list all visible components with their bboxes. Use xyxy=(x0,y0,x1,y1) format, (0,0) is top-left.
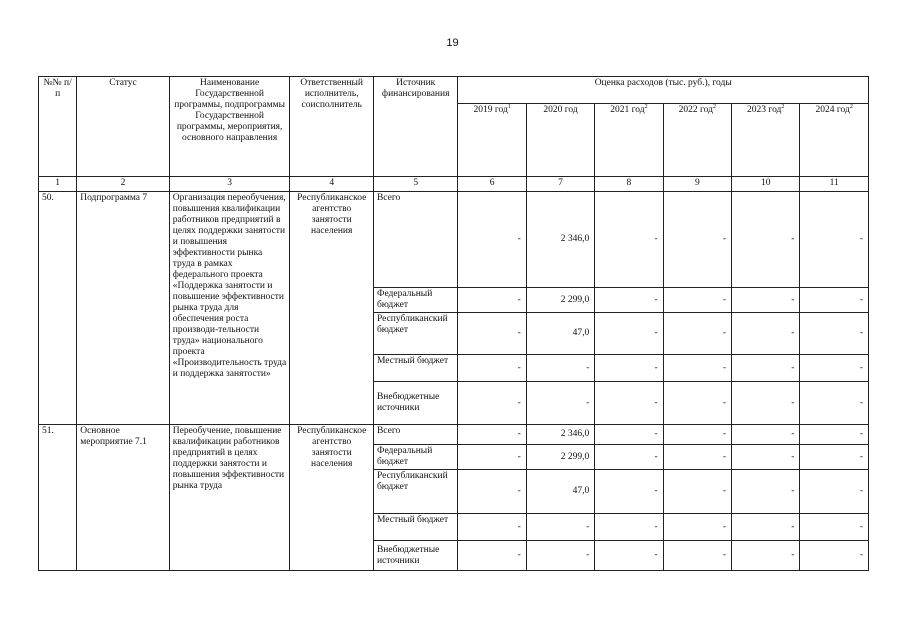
value-cell: 2 299,0 xyxy=(526,445,594,470)
column-number: 7 xyxy=(526,177,594,192)
source-label: Внебюджетные источники xyxy=(373,382,458,425)
value-cell: - xyxy=(458,313,526,355)
header-col-executor: Ответственный исполнитель, соисполнитель xyxy=(290,77,373,177)
source-label: Республиканский бюджет xyxy=(373,313,458,355)
header-year: 2021 год$^2$ xyxy=(595,104,663,177)
value-cell: - xyxy=(595,514,663,541)
value-cell: - xyxy=(663,445,731,470)
value-cell: - xyxy=(800,192,869,288)
header-year: 2024 год$^2$ xyxy=(800,104,869,177)
column-number: 6 xyxy=(458,177,526,192)
value-cell: - xyxy=(458,445,526,470)
value-cell: - xyxy=(595,470,663,514)
row-status: Основное мероприятие 7.1 xyxy=(77,425,170,571)
value-cell: - xyxy=(458,288,526,313)
value-cell: - xyxy=(458,192,526,288)
row-name: Переобучение, повышение квалификации работников предприятий в целях поддержки занятости и повышения эффективности рынка труда xyxy=(169,425,290,571)
value-cell: 2 346,0 xyxy=(526,192,594,288)
row-executor: Республиканское агентство занятости населения xyxy=(290,192,373,425)
value-cell: - xyxy=(663,288,731,313)
value-cell: - xyxy=(663,355,731,382)
value-cell: - xyxy=(732,514,800,541)
value-cell: - xyxy=(732,425,800,445)
column-number: 1 xyxy=(39,177,77,192)
row-status: Подпрограмма 7 xyxy=(77,192,170,425)
header-col-costs: Оценка расходов (тыс. руб.), годы xyxy=(458,77,869,104)
row-executor: Республиканское агентство занятости населения xyxy=(290,425,373,571)
value-cell: - xyxy=(595,192,663,288)
row-number: 50. xyxy=(39,192,77,425)
row-number: 51. xyxy=(39,425,77,571)
value-cell: - xyxy=(595,313,663,355)
column-number: 2 xyxy=(77,177,170,192)
value-cell: - xyxy=(663,541,731,571)
column-number: 5 xyxy=(373,177,458,192)
header-year: 2023 год$^2$ xyxy=(732,104,800,177)
source-label: Федеральный бюджет xyxy=(373,288,458,313)
value-cell: - xyxy=(663,382,731,425)
row-name: Организация переобучения, повышения квалификации работников предприятий в целях поддержки занятости и повышения эффективности рынка труда в рамках федерального проекта «Поддержка занятости и повышение эффективности рынка труда для обеспечения роста производи-тельности труда» национального проекта «Производительность труда и поддержка занятости» xyxy=(169,192,290,425)
value-cell: - xyxy=(526,382,594,425)
budget-table xyxy=(38,76,869,571)
value-cell: - xyxy=(595,382,663,425)
header-col-num: №№ п/п xyxy=(39,77,77,177)
source-label: Федеральный бюджет xyxy=(373,445,458,470)
value-cell: - xyxy=(595,445,663,470)
value-cell: - xyxy=(732,445,800,470)
value-cell: - xyxy=(663,470,731,514)
value-cell: - xyxy=(800,313,869,355)
column-number: 3 xyxy=(169,177,290,192)
value-cell: 47,0 xyxy=(526,313,594,355)
value-cell: 47,0 xyxy=(526,470,594,514)
header-year: 2020 год xyxy=(526,104,594,177)
value-cell: 2 346,0 xyxy=(526,425,594,445)
value-cell: - xyxy=(800,425,869,445)
source-label: Местный бюджет xyxy=(373,355,458,382)
value-cell: - xyxy=(732,541,800,571)
header-col-status: Статус xyxy=(77,77,170,177)
column-number: 4 xyxy=(290,177,373,192)
source-label: Местный бюджет xyxy=(373,514,458,541)
value-cell: - xyxy=(800,355,869,382)
value-cell: - xyxy=(458,425,526,445)
column-number-row xyxy=(39,177,869,192)
source-label: Всего xyxy=(373,425,458,445)
column-number: 9 xyxy=(663,177,731,192)
value-cell: - xyxy=(458,514,526,541)
value-cell: - xyxy=(595,355,663,382)
value-cell: - xyxy=(595,425,663,445)
value-cell: - xyxy=(800,514,869,541)
value-cell: - xyxy=(732,313,800,355)
value-cell: - xyxy=(458,470,526,514)
value-cell: - xyxy=(800,541,869,571)
column-number: 10 xyxy=(732,177,800,192)
source-label: Внебюджетные источники xyxy=(373,541,458,571)
value-cell: - xyxy=(526,355,594,382)
value-cell: - xyxy=(732,382,800,425)
source-label: Республиканский бюджет xyxy=(373,470,458,514)
column-number: 8 xyxy=(595,177,663,192)
value-cell: - xyxy=(732,355,800,382)
value-cell: - xyxy=(526,514,594,541)
value-cell: - xyxy=(800,288,869,313)
value-cell: - xyxy=(663,192,731,288)
value-cell: 2 299,0 xyxy=(526,288,594,313)
header-year: 2022 год$^2$ xyxy=(663,104,731,177)
value-cell: - xyxy=(732,288,800,313)
value-cell: - xyxy=(732,192,800,288)
value-cell: - xyxy=(595,288,663,313)
value-cell: - xyxy=(458,355,526,382)
value-cell: - xyxy=(800,382,869,425)
value-cell: - xyxy=(800,470,869,514)
value-cell: - xyxy=(800,445,869,470)
header-year: 2019 год$^1$ xyxy=(458,104,526,177)
value-cell: - xyxy=(526,541,594,571)
value-cell: - xyxy=(458,541,526,571)
value-cell: - xyxy=(663,313,731,355)
table-row xyxy=(39,425,869,445)
value-cell: - xyxy=(663,425,731,445)
table-row xyxy=(39,192,869,288)
value-cell: - xyxy=(732,470,800,514)
value-cell: - xyxy=(595,541,663,571)
source-label: Всего xyxy=(373,192,458,288)
header-col-source: Источник финансирования xyxy=(373,77,458,177)
value-cell: - xyxy=(663,514,731,541)
column-number: 11 xyxy=(800,177,869,192)
header-row xyxy=(39,77,869,104)
page-number: 19 xyxy=(446,37,459,49)
value-cell: - xyxy=(458,382,526,425)
header-col-name: Наименование Государственной программы, подпрограммы Государственной программы, мероприятия, основного направления xyxy=(169,77,290,177)
